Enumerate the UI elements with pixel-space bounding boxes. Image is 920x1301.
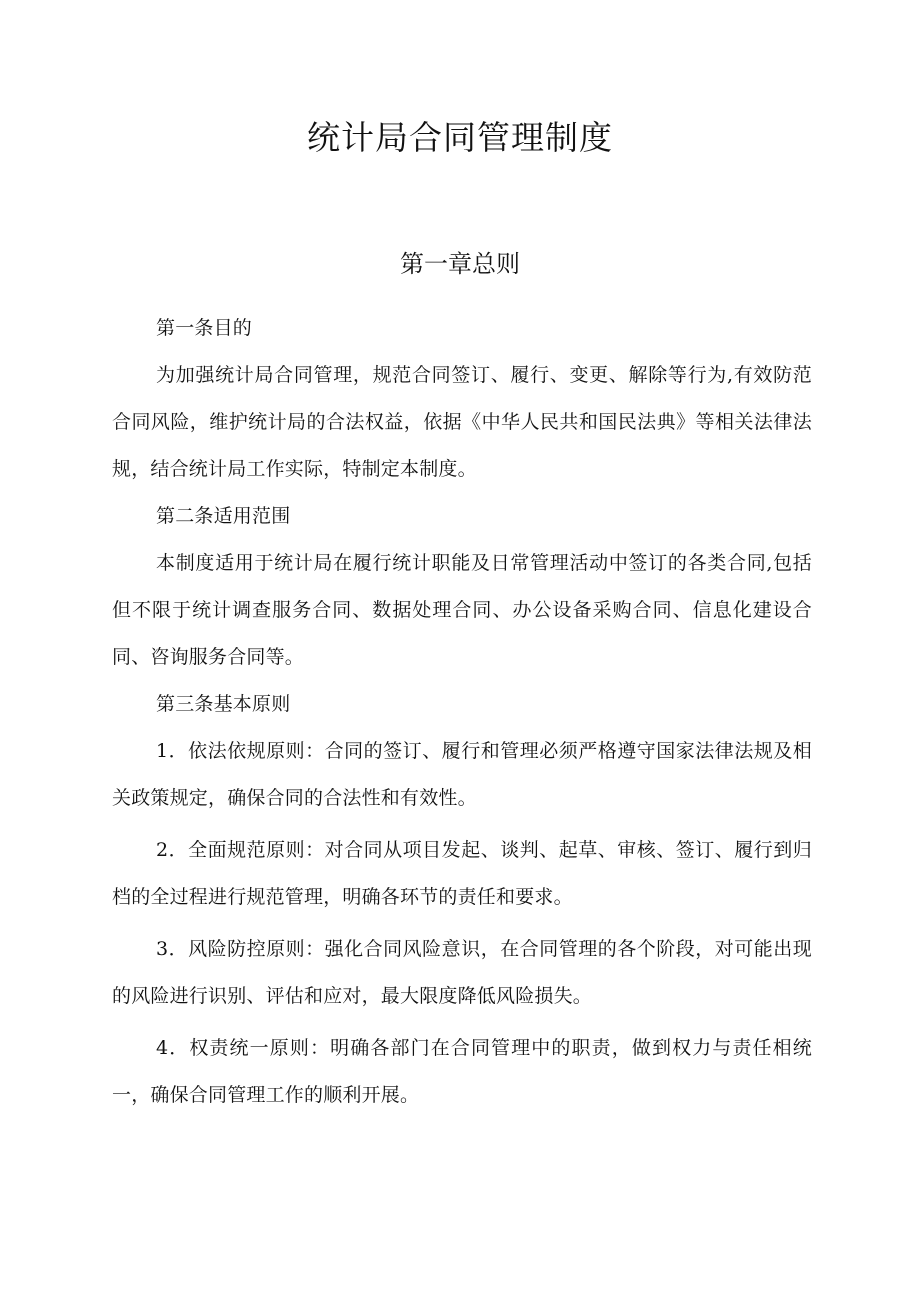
- principle-item-4: 4．权责统一原则：明确各部门在合同管理中的职责，做到权力与责任相统一，确保合同管理工作的顺利开展。: [112, 1037, 812, 1106]
- article-heading-scope: 第二条适用范围: [156, 505, 291, 527]
- principle-item-2: 2．全面规范原则：对合同从项目发起、谈判、起草、审核、签订、履行到归档的全过程进行规范管理，明确各环节的责任和要求。: [112, 839, 812, 908]
- document-body: [112, 305, 812, 1119]
- document-title: 统计局合同管理制度: [307, 118, 613, 157]
- article-heading-purpose: 第一条目的: [156, 317, 253, 339]
- article-paragraph-scope: 本制度适用于统计局在履行统计职能及日常管理活动中签订的各类合同,包括但不限于统计调查服务合同、数据处理合同、办公设备采购合同、信息化建设合同、咨询服务合同等。: [112, 552, 812, 668]
- principle-item-1: 1．依法依规原则：合同的签订、履行和管理必须严格遵守国家法律法规及相关政策规定，确保合同的合法性和有效性。: [112, 740, 812, 809]
- principle-item-3: 3．风险防控原则：强化合同风险意识，在合同管理的各个阶段，对可能出现的风险进行识别、评估和应对，最大限度降低风险损失。: [112, 938, 812, 1007]
- article-heading-principles: 第三条基本原则: [156, 693, 291, 715]
- chapter-heading: 第一章总则: [400, 250, 520, 278]
- article-paragraph-purpose: 为加强统计局合同管理，规范合同签订、履行、变更、解除等行为,有效防范合同风险，维护统计局的合法权益，依据《中华人民共和国民法典》等相关法律法规，结合统计局工作实际，特制定本制度。: [112, 364, 812, 480]
